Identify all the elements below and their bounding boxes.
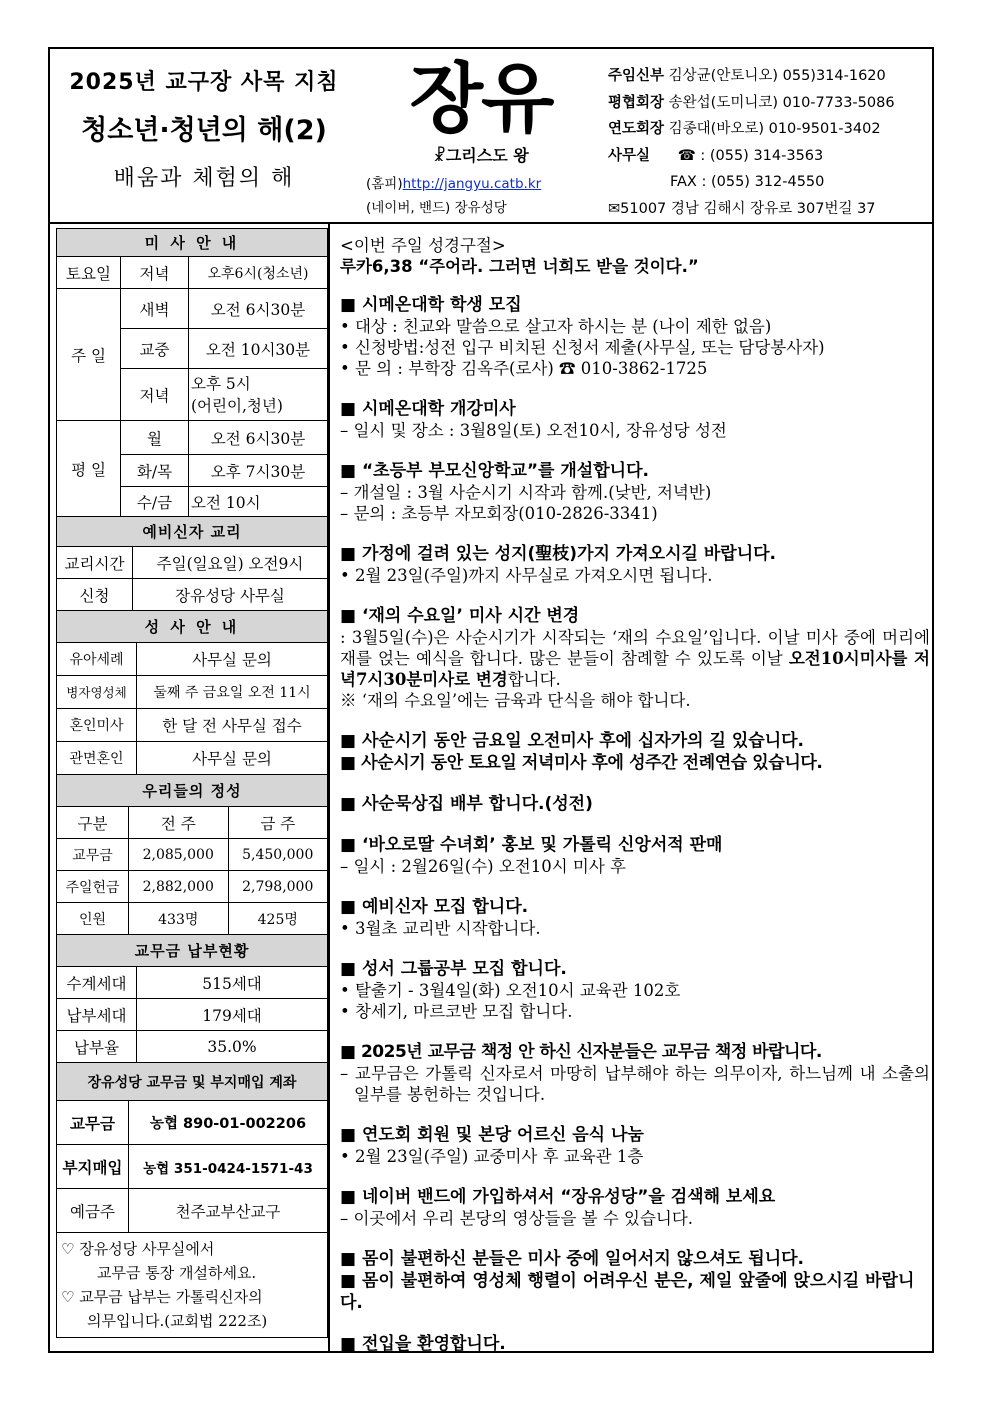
header <box>50 49 932 224</box>
notice-parent-school <box>340 460 930 524</box>
offering-cell: 425명 <box>228 903 328 935</box>
sunday-time: 오전 6시30분 <box>189 289 328 329</box>
guideline-subtheme: 배움과 체험의 해 <box>113 166 295 191</box>
dues-table <box>56 934 328 1063</box>
notice-title: ■ 예비신자 모집 합니다. <box>340 897 529 917</box>
sacrament-value: 한 달 전 사무실 접수 <box>137 709 328 742</box>
dues-title: 교무금 납부현황 <box>57 935 328 967</box>
offering-title: 우리들의 정성 <box>57 775 328 807</box>
guideline-theme: 청소년·청년의 해(2) <box>81 115 327 146</box>
homepage-line <box>356 172 606 192</box>
account-label: 교무금 <box>57 1101 129 1145</box>
notice-naver-band <box>340 1186 930 1229</box>
accounts-title: 장유성당 교무금 및 부지매입 계좌 <box>57 1063 328 1101</box>
notice-lent <box>340 730 930 774</box>
sunday-slot: 새벽 <box>121 289 189 329</box>
notice-simeon-opening <box>340 398 930 441</box>
notice-pauline-sisters <box>340 834 930 877</box>
dues-value: 515세대 <box>137 967 328 999</box>
catechism-apply-label: 신청 <box>57 579 133 611</box>
notice-line: – 일시 및 장소 : 3월8일(토) 오전10시, 장유성당 성전 <box>340 421 727 440</box>
parish-logo: 장유 <box>409 54 553 143</box>
notice-line: ※ ‘재의 수요일’에는 금육과 단식을 해야 합니다. <box>340 691 691 710</box>
contact-address: ✉51007 경남 김해시 장유로 307번길 37 <box>608 200 876 217</box>
sacrament-value: 사무실 문의 <box>137 643 328 676</box>
account-value: 농협 351-0424-1571-43 <box>129 1145 328 1189</box>
contact-office: 사무실 ☎ : (055) 314-3563 <box>608 147 824 164</box>
weekday-time: 오전 10시 <box>189 487 328 517</box>
notice-line: • 3월초 교리반 시작합니다. <box>340 919 541 938</box>
weekday-slot: 수/금 <box>121 487 189 517</box>
notice-line: • 2월 23일(주일)까지 사무실로 가져오시면 됩니다. <box>340 566 713 585</box>
sacraments-title: 성 사 안 내 <box>57 611 328 643</box>
weekday-slot: 화/목 <box>121 455 189 487</box>
notice-line: • 신청방법:성전 입구 비치된 신청서 제출(사무실, 또는 담당봉사자) <box>340 338 825 357</box>
saturday-label: 토요일 <box>57 257 121 289</box>
weekday-label: 평 일 <box>57 421 121 517</box>
contact-council: 평협회장 송완섭(도미니코) 010-7733-5086 <box>608 94 895 111</box>
note-line: 교무금 통장 개설하세요. <box>97 1264 257 1282</box>
notice-line: – 개설일 : 3월 사순시기 시작과 함께.(낮반, 저녁반) <box>340 483 712 502</box>
account-notes <box>56 1233 328 1338</box>
offering-cell: 인원 <box>57 903 129 935</box>
masthead <box>356 49 606 216</box>
notice-meditation-book <box>340 793 930 815</box>
offering-header: 금 주 <box>228 807 328 839</box>
contact-fax: FAX : (055) 312-4550 <box>670 174 825 190</box>
left-column <box>56 228 328 1338</box>
sacrament-label: 관면혼인 <box>57 742 137 775</box>
sacrament-value: 사무실 문의 <box>137 742 328 775</box>
notice-line: – 이곳에서 우리 본당의 영상들을 볼 수 있습니다. <box>340 1209 694 1228</box>
notice-title: ■ 사순시기 동안 금요일 오전미사 후에 십자가의 길 있습니다. <box>340 731 804 751</box>
sunday-time: 오후 5시 (어린이,청년) <box>189 369 328 421</box>
notice-title: ■ 사순시기 동안 토요일 저녁미사 후에 성주간 전례연습 있습니다. <box>340 753 823 773</box>
notice-title: ■ 가정에 걸려 있는 성지(聖枝)가지 가져오시길 바랍니다. <box>340 544 777 564</box>
offering-cell: 5,450,000 <box>228 839 328 871</box>
sns-line: (네이버, 밴드) 장유성당 <box>366 200 507 216</box>
notice-ash-wednesday <box>340 605 930 711</box>
mass-schedule-table <box>56 228 328 517</box>
notice-title: ■ ‘바오로딸 수녀회’ 홍보 및 가톨릭 신앙서적 판매 <box>340 835 723 855</box>
weekday-time: 오후 7시30분 <box>189 455 328 487</box>
sacrament-label: 유아세례 <box>57 643 137 676</box>
notice-line: • 2월 23일(주일) 교중미사 후 교육관 1층 <box>340 1147 644 1166</box>
notice-dues <box>340 1041 930 1105</box>
homepage-link[interactable]: http://jangyu.catb.kr <box>402 176 542 192</box>
notice-title: ■ “초등부 부모신앙학교”를 개설합니다. <box>340 461 649 481</box>
contact-yeondo: 연도회장 김종대(바오로) 010-9501-3402 <box>608 121 881 137</box>
sunday-label: 주 일 <box>57 289 121 421</box>
account-label: 예금주 <box>57 1189 129 1233</box>
sacrament-value: 둘째 주 금요일 오전 11시 <box>137 676 328 709</box>
contact-info <box>608 63 938 222</box>
sunday-slot: 저녁 <box>121 369 189 421</box>
catechism-table <box>56 516 328 611</box>
offering-header: 구분 <box>57 807 129 839</box>
note-line: ♡ 장유성당 사무실에서 <box>61 1240 215 1258</box>
notice-line: – 일시 : 2월26일(수) 오전10시 미사 후 <box>340 857 626 876</box>
notice-title: ■ 사순묵상집 배부 합니다.(성전) <box>340 794 593 814</box>
account-label: 부지매입 <box>57 1145 129 1189</box>
notice-welcome <box>340 1333 930 1355</box>
saturday-slot: 저녁 <box>121 257 189 289</box>
notice-simeon-recruit <box>340 294 930 379</box>
note-line: 의무입니다.(교회법 222조) <box>87 1312 268 1330</box>
offering-cell: 교무금 <box>57 839 129 871</box>
notice-line: – 문의 : 초등부 자모회장(010-2826-3341) <box>340 504 658 523</box>
notice-bible-study <box>340 958 930 1022</box>
weekday-time: 오전 6시30분 <box>189 421 328 455</box>
sacrament-label: 병자영성체 <box>57 676 137 709</box>
notice-title: ■ 몸이 불편하여 영성체 행렬이 어려우신 분은, 제일 앞줄에 앉으시길 바랍니다. <box>340 1271 915 1313</box>
note-line: ♡ 교무금 납부는 가톨릭신자의 <box>61 1288 263 1306</box>
sunday-slot: 교중 <box>121 329 189 369</box>
notice-title: ■ 전입을 환영합니다. <box>340 1334 506 1354</box>
parish-subtitle: ☧그리스도 왕 <box>433 146 529 165</box>
notice-title: ■ 연도회 회원 및 본당 어르신 음식 나눔 <box>340 1125 644 1145</box>
offering-cell: 주일헌금 <box>57 871 129 903</box>
sunday-time: 오전 10시30분 <box>189 329 328 369</box>
accounts-table <box>56 1062 328 1233</box>
account-value: 농협 890-01-002206 <box>129 1101 328 1145</box>
offering-header: 전 주 <box>129 807 229 839</box>
weekday-slot: 월 <box>121 421 189 455</box>
notice-line: • 대상 : 친교와 말씀으로 살고자 하시는 분 (나이 제한 없음) <box>340 317 772 336</box>
saturday-time: 오후6시(청소년) <box>189 257 328 289</box>
mass-schedule-title: 미 사 안 내 <box>57 229 328 257</box>
notice-catechumen <box>340 896 930 939</box>
notice-title: ■ 2025년 교무금 책정 안 하신 신자분들은 교무금 책정 바랍니다. <box>340 1042 822 1062</box>
weekly-verse <box>340 235 930 277</box>
catechism-title: 예비신자 교리 <box>57 517 328 547</box>
catechism-apply: 장유성당 사무실 <box>133 579 328 611</box>
catechism-time-label: 교리시간 <box>57 547 133 579</box>
dues-label: 납부율 <box>57 1031 137 1063</box>
contact-pastor: 주임신부 김상균(안토니오) 055)314-1620 <box>608 68 886 84</box>
notice-elderly-meal <box>340 1124 930 1167</box>
notice-title: ■ 성서 그룹공부 모집 합니다. <box>340 959 567 979</box>
sacrament-label: 혼인미사 <box>57 709 137 742</box>
offering-cell: 2,798,000 <box>228 871 328 903</box>
notice-title: ■ 시메온대학 개강미사 <box>340 399 516 419</box>
notice-line: • 창세기, 마르코반 모집 합니다. <box>340 1002 573 1021</box>
notice-title: ■ ‘재의 수요일’ 미사 시간 변경 <box>340 606 580 626</box>
offering-cell: 2,882,000 <box>129 871 229 903</box>
offering-table <box>56 774 328 935</box>
verse-title: <이번 주일 성경구절> <box>340 236 506 255</box>
notice-line: • 탈출기 - 3월4일(화) 오전10시 교육관 102호 <box>340 981 681 1000</box>
notice-line: • 문 의 : 부학장 김옥주(로사) ☎ 010-3862-1725 <box>340 359 708 378</box>
notice-disabled <box>340 1248 930 1314</box>
offering-cell: 2,085,000 <box>129 839 229 871</box>
bulletin-page <box>48 47 934 1353</box>
notice-palm-branches <box>340 543 930 586</box>
account-value: 천주교부산교구 <box>129 1189 328 1233</box>
notice-title: ■ 네이버 밴드에 가입하셔서 “장유성당”을 검색해 보세요 <box>340 1187 776 1207</box>
notice-title: ■ 몸이 불편하신 분들은 미사 중에 일어서지 않으셔도 됩니다. <box>340 1249 804 1269</box>
homepage-label: (홈피) <box>366 176 403 192</box>
notice-paragraph: : 3월5일(수)은 사순시기가 시작되는 ‘재의 수요일’입니다. 이날 미사 중에 머리에 재를 얹는 예식을 합니다. 많은 분들이 참례할 수 있도록 이날 오전10시미사를 저녁7시30분미사로 변경합니다. <box>340 628 930 689</box>
notice-title: ■ 시메온대학 학생 모집 <box>340 295 522 315</box>
dues-value: 179세대 <box>137 999 328 1031</box>
sacraments-table <box>56 610 328 775</box>
notice-line: – 교무금은 가톨릭 신자로서 마땅히 납부해야 하는 의무이자, 하느님께 내 소출의 일부를 봉헌하는 것입니다. <box>340 1064 930 1104</box>
dues-value: 35.0% <box>137 1031 328 1063</box>
verse-text: 루카6,38 “주어라. 그러면 너희도 받을 것이다.” <box>340 257 699 276</box>
notices-column <box>340 235 930 1374</box>
dues-label: 납부세대 <box>57 999 137 1031</box>
guideline-year: 2025년 교구장 사목 지침 <box>69 70 339 95</box>
column-divider <box>328 224 330 1353</box>
dues-label: 수계세대 <box>57 967 137 999</box>
offering-cell: 433명 <box>129 903 229 935</box>
catechism-time: 주일(일요일) 오전9시 <box>133 547 328 579</box>
pastoral-guideline <box>54 57 354 192</box>
